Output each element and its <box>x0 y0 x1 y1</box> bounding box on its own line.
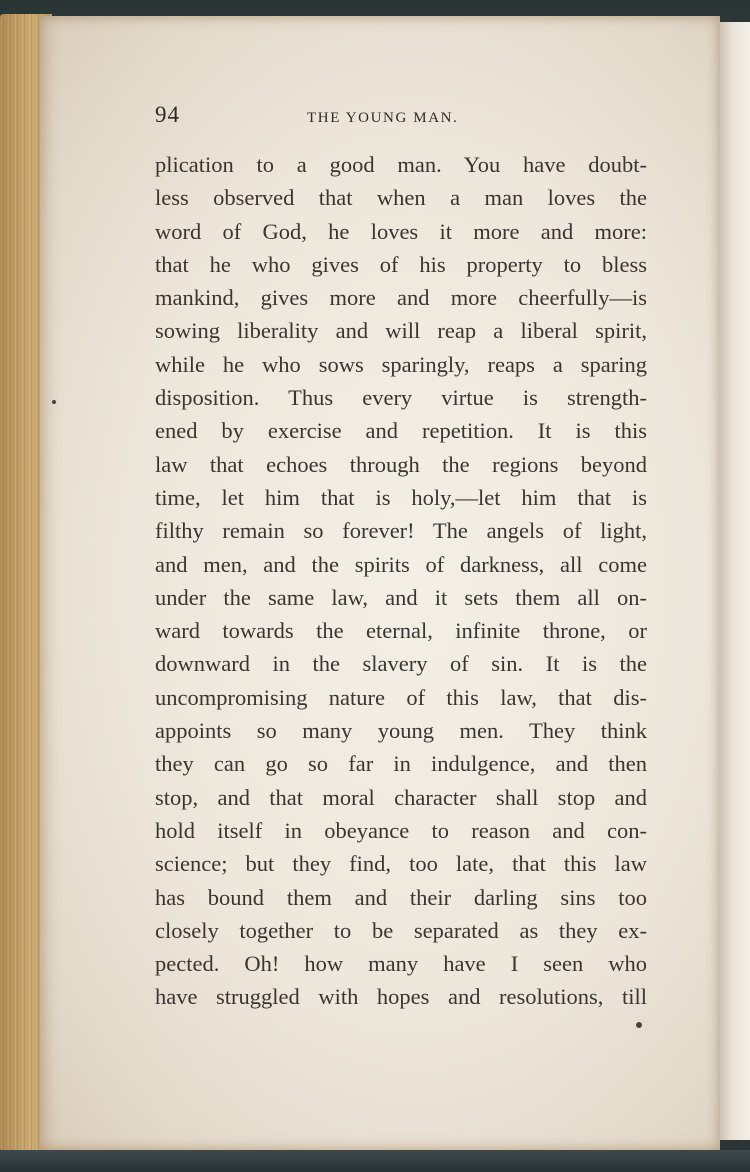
ink-speck <box>52 400 56 404</box>
text-line: stop, and that moral character shall stop and <box>155 784 647 810</box>
text-line: disposition. Thus every virtue is strength- <box>155 385 647 411</box>
text-line: ward towards the eternal, infinite throne, or <box>155 618 647 644</box>
text-line: that he who gives of his property to bless <box>155 251 647 277</box>
text-line: ened by exercise and repetition. It is this <box>155 418 647 444</box>
ink-speck <box>636 1022 642 1028</box>
text-line: hold itself in obeyance to reason and con- <box>155 817 647 843</box>
text-line: while he who sows sparingly, reaps a sparing <box>155 351 647 377</box>
running-head <box>155 100 647 134</box>
text-line: pected. Oh! how many have I seen who <box>155 951 647 977</box>
text-line: word of God, he loves it more and more: <box>155 218 647 244</box>
text-line: less observed that when a man loves the <box>155 185 647 211</box>
text-line: filthy remain so forever! The angels of light, <box>155 518 647 544</box>
text-line: they can go so far in indulgence, and then <box>155 751 647 777</box>
text-line: have struggled with hopes and resolutions, till <box>155 984 647 1010</box>
text-line: mankind, gives more and more cheerfully—is <box>155 285 647 311</box>
text-line: plication to a good man. You have doubt- <box>155 152 647 177</box>
text-line: closely together to be separated as they ex- <box>155 917 647 943</box>
text-line: under the same law, and it sets them all on- <box>155 584 647 610</box>
running-title: THE YOUNG MAN. <box>307 110 459 126</box>
text-line: time, let him that is holy,—let him that is <box>155 484 647 510</box>
text-line: downward in the slavery of sin. It is the <box>155 651 647 677</box>
page-number: 94 <box>155 102 180 127</box>
text-line: and men, and the spirits of darkness, all come <box>155 551 647 577</box>
facing-page-edge <box>717 22 750 1140</box>
text-line: science; but they find, too late, that this law <box>155 851 647 877</box>
text-line: appoints so many young men. They think <box>155 718 647 744</box>
text-line: sowing liberality and will reap a liberal spirit, <box>155 318 647 344</box>
book-cover-edge <box>0 1150 750 1172</box>
text-line: uncompromising nature of this law, that dis- <box>155 684 647 710</box>
text-line: has bound them and their darling sins too <box>155 884 647 910</box>
text-line: law that echoes through the regions beyond <box>155 451 647 477</box>
body-text <box>155 148 647 1014</box>
